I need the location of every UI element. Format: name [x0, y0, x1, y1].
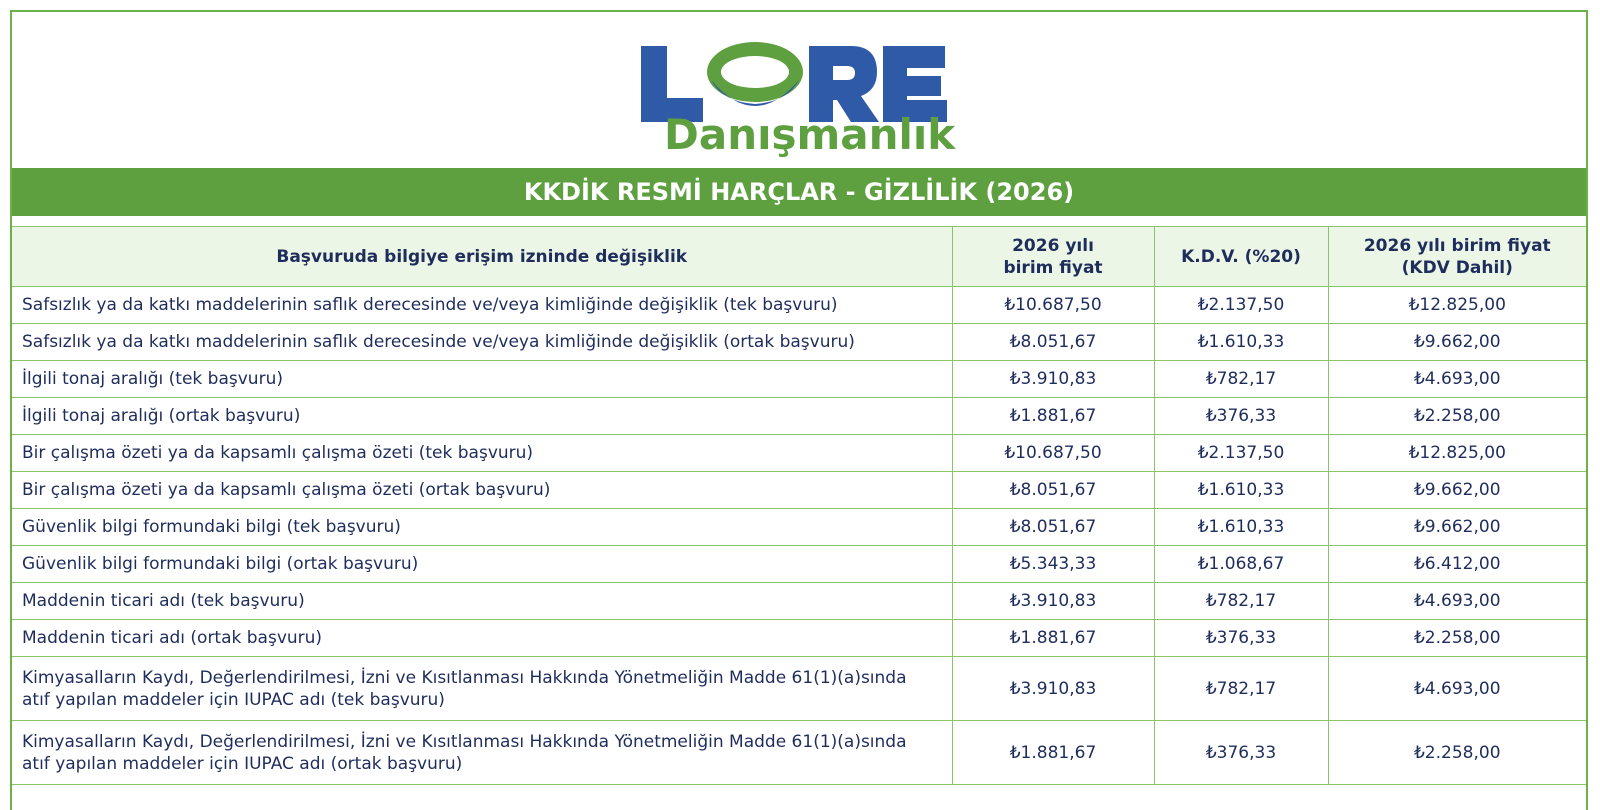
- row-vat: ₺2.137,50: [1154, 435, 1328, 472]
- header-total-line1: 2026 yılı birim fiyat: [1363, 235, 1551, 256]
- row-vat: ₺782,17: [1154, 361, 1328, 398]
- row-unit-price: ₺1.881,67: [952, 721, 1154, 785]
- table-row: [12, 324, 1586, 361]
- table-row: [12, 657, 1586, 721]
- row-description: Güvenlik bilgi formundaki bilgi (ortak başvuru): [12, 546, 952, 583]
- table-row: [12, 361, 1586, 398]
- fee-table: [12, 226, 1586, 785]
- row-vat: ₺782,17: [1154, 657, 1328, 721]
- header-total-line2: (KDV Dahil): [1401, 257, 1513, 278]
- row-unit-price: ₺3.910,83: [952, 657, 1154, 721]
- row-description-line2: atıf yapılan maddeler için IUPAC adı (tek başvuru): [22, 689, 445, 710]
- row-total: ₺4.693,00: [1328, 657, 1586, 721]
- row-description: Safsızlık ya da katkı maddelerinin saflık derecesinde ve/veya kimliğinde değişiklik (ortak başvuru): [12, 324, 952, 361]
- row-vat: ₺1.068,67: [1154, 546, 1328, 583]
- table-row: [12, 583, 1586, 620]
- row-unit-price: ₺8.051,67: [952, 324, 1154, 361]
- logo-subtitle: Danışmanlık: [664, 110, 956, 159]
- page-title-banner: KKDİK RESMİ HARÇLAR - GİZLİLİK (2026): [12, 168, 1586, 216]
- row-total: ₺2.258,00: [1328, 398, 1586, 435]
- row-unit-price: ₺5.343,33: [952, 546, 1154, 583]
- header-total-price: [1328, 227, 1586, 287]
- header-unit-price: [952, 227, 1154, 287]
- row-unit-price: ₺10.687,50: [952, 287, 1154, 324]
- row-description: İlgili tonaj aralığı (ortak başvuru): [12, 398, 952, 435]
- row-description-line2: atıf yapılan maddeler için IUPAC adı (ortak başvuru): [22, 753, 463, 774]
- row-total: ₺12.825,00: [1328, 435, 1586, 472]
- row-unit-price: ₺3.910,83: [952, 583, 1154, 620]
- table-row: [12, 435, 1586, 472]
- row-total: ₺2.258,00: [1328, 620, 1586, 657]
- row-vat: ₺1.610,33: [1154, 509, 1328, 546]
- row-unit-price: ₺8.051,67: [952, 472, 1154, 509]
- table-header-row: [12, 227, 1586, 287]
- row-total: ₺6.412,00: [1328, 546, 1586, 583]
- table-row: [12, 721, 1586, 785]
- header-description: Başvuruda bilgiye erişim izninde değişiklik: [12, 227, 952, 287]
- row-unit-price: ₺3.910,83: [952, 361, 1154, 398]
- header-unit-price-line2: birim fiyat: [1003, 257, 1103, 278]
- row-vat: ₺1.610,33: [1154, 472, 1328, 509]
- row-total: ₺4.693,00: [1328, 361, 1586, 398]
- row-description: Bir çalışma özeti ya da kapsamlı çalışma özeti (tek başvuru): [12, 435, 952, 472]
- row-description: [12, 721, 952, 785]
- row-unit-price: ₺8.051,67: [952, 509, 1154, 546]
- row-vat: ₺2.137,50: [1154, 287, 1328, 324]
- table-row: [12, 287, 1586, 324]
- row-description: Güvenlik bilgi formundaki bilgi (tek başvuru): [12, 509, 952, 546]
- row-total: ₺2.258,00: [1328, 721, 1586, 785]
- header-unit-price-line1: 2026 yılı: [1012, 235, 1094, 256]
- row-description: Maddenin ticari adı (ortak başvuru): [12, 620, 952, 657]
- row-vat: ₺1.610,33: [1154, 324, 1328, 361]
- row-total: ₺9.662,00: [1328, 472, 1586, 509]
- row-description: Safsızlık ya da katkı maddelerinin saflık derecesinde ve/veya kimliğinde değişiklik (tek başvuru): [12, 287, 952, 324]
- row-vat: ₺782,17: [1154, 583, 1328, 620]
- row-description-line1: Kimyasalların Kaydı, Değerlendirilmesi, İzni ve Kısıtlanması Hakkında Yönetmeliğin Madde 61(1)(a)sında: [22, 667, 907, 688]
- row-vat: ₺376,33: [1154, 620, 1328, 657]
- row-description: [12, 657, 952, 721]
- row-total: ₺4.693,00: [1328, 583, 1586, 620]
- row-total: ₺9.662,00: [1328, 509, 1586, 546]
- document-frame: [10, 10, 1588, 810]
- row-description: İlgili tonaj aralığı (tek başvuru): [12, 361, 952, 398]
- row-description: Maddenin ticari adı (tek başvuru): [12, 583, 952, 620]
- company-logo: [12, 12, 1586, 168]
- row-unit-price: ₺1.881,67: [952, 620, 1154, 657]
- row-unit-price: ₺1.881,67: [952, 398, 1154, 435]
- table-row: [12, 398, 1586, 435]
- table-row: [12, 620, 1586, 657]
- row-unit-price: ₺10.687,50: [952, 435, 1154, 472]
- row-total: ₺12.825,00: [1328, 287, 1586, 324]
- row-description: Bir çalışma özeti ya da kapsamlı çalışma özeti (ortak başvuru): [12, 472, 952, 509]
- row-vat: ₺376,33: [1154, 398, 1328, 435]
- table-row: [12, 472, 1586, 509]
- row-vat: ₺376,33: [1154, 721, 1328, 785]
- table-row: [12, 546, 1586, 583]
- header-vat: K.D.V. (%20): [1154, 227, 1328, 287]
- table-row: [12, 509, 1586, 546]
- row-description-line1: Kimyasalların Kaydı, Değerlendirilmesi, İzni ve Kısıtlanması Hakkında Yönetmeliğin Madde 61(1)(a)sında: [22, 731, 907, 752]
- row-total: ₺9.662,00: [1328, 324, 1586, 361]
